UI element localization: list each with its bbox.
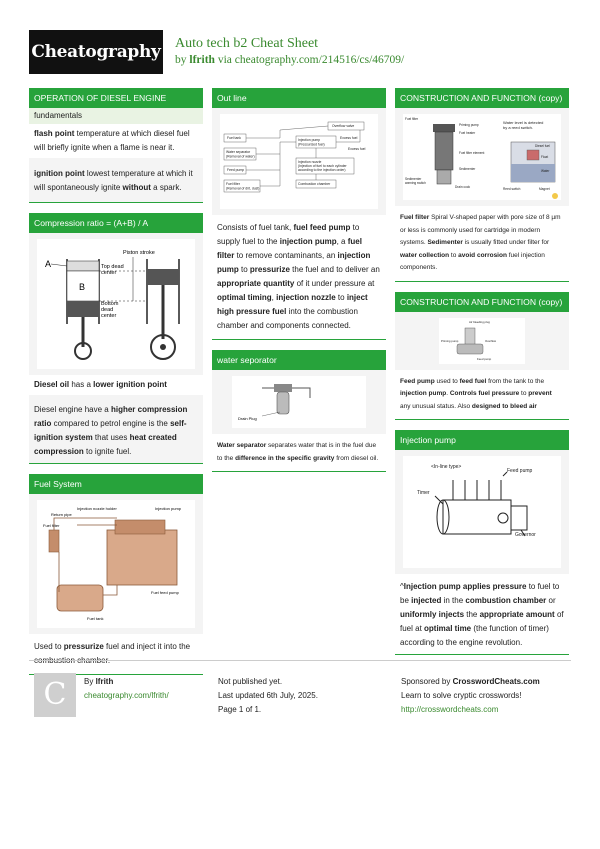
column-3	[395, 88, 569, 655]
section-construction-feed-pump	[395, 292, 569, 421]
label-overflow-valve: Overflow valve	[332, 124, 355, 128]
label-drain-plug: Drain Plug	[238, 416, 257, 421]
not-published-text: Not published yet.	[218, 677, 283, 686]
footer-publish-info	[218, 675, 318, 717]
flash-point-text: flash point temperature at which diesel fuel will briefly ignite when a flame is near it.	[34, 129, 190, 152]
section-title: CONSTRUCTION AND FUNCTION (copy)	[395, 88, 569, 108]
label-priming-pump: Priming pump	[441, 338, 459, 343]
label-feed-pump: Feed pump	[477, 356, 492, 361]
page-footer	[29, 660, 571, 728]
label-bdc-1: Bottom	[101, 301, 119, 307]
sponsor-name-link[interactable]: CrosswordCheats.com	[452, 677, 540, 686]
diesel-compression-text: Diesel engine have a higher compression ratio compared to petrol engine is the self-ignition system that uses heat created compression to ignite fuel.	[29, 395, 203, 463]
column-1	[29, 88, 203, 675]
label-excess-fuel-b: Excess fuel	[348, 147, 366, 151]
author-avatar[interactable]: C	[34, 673, 76, 717]
section-title: Fuel System	[29, 474, 203, 494]
label-drain-cock: Drain cock	[455, 185, 471, 189]
label-priming-pump: Priming pump	[459, 123, 479, 127]
last-updated-text: Last updated 6th July, 2025.	[218, 691, 318, 700]
via-label: via	[217, 54, 232, 66]
feed-pump-diagram	[439, 318, 525, 364]
water-separator-diagram	[232, 376, 366, 428]
section-title: water seporator	[212, 350, 386, 370]
feed-pump-svg	[439, 318, 509, 364]
label-return-pipe: Return pipe	[51, 512, 72, 517]
label-fuel-heater: Fuel heater	[459, 131, 476, 135]
water-separator-svg	[232, 376, 350, 428]
label-fuel-filter: Fuel filter	[43, 523, 60, 528]
label-timer: Timer	[417, 490, 430, 496]
sponsor-tagline: Learn to solve cryptic crosswords!	[401, 691, 522, 700]
footer-author-name[interactable]: lfrith	[95, 677, 114, 686]
section-outline	[212, 88, 386, 340]
compression-ratio-diagram	[37, 239, 195, 369]
section-construction-filter	[395, 88, 569, 282]
cheatography-logo[interactable]: Cheatography	[29, 30, 163, 74]
label-fuel-filter-1: Fuel filter	[226, 182, 240, 186]
title-block	[175, 36, 404, 68]
label-bdc-3: center	[101, 313, 117, 319]
section-title: Compression ratio = (A+B) / A	[29, 213, 203, 233]
section-injection-pump	[395, 430, 569, 655]
label-b: B	[79, 282, 86, 292]
label-a: A	[45, 259, 52, 269]
footer-by-label: By	[84, 677, 96, 686]
label-tdc-2: center	[101, 270, 117, 276]
label-bdc-2: dead	[101, 307, 114, 313]
section-compression-ratio	[29, 213, 203, 464]
sheet-url-link[interactable]: cheatography.com/214516/cs/46709/	[234, 54, 405, 66]
section-subtitle: fundamentals	[29, 108, 203, 124]
label-injection-pump-1: Injection pump	[298, 138, 321, 142]
column-2	[212, 88, 386, 472]
footer-author	[84, 675, 169, 703]
label-air-bleeding: Air bleeding plug	[469, 319, 490, 324]
page-header	[29, 30, 571, 74]
label-overflow: Overflow	[485, 338, 497, 343]
page-number: Page 1 of 1.	[218, 705, 262, 714]
label-injection-nozzle-2: (Injection of fuel to each cylinder	[298, 164, 347, 168]
label-float: Float	[541, 155, 549, 159]
outline-text: Consists of fuel tank, fuel feed pump to supply fuel to the injection pump, a fuel filter to remove contaminants, an injection pump to pressurize the fuel and to deliver an appropriate quantity of it under pressure at optimal timing, injection nozzle to inject high pressure fuel into the combustion chamber and components connected.	[217, 223, 380, 330]
injection-pump-diagram	[403, 456, 561, 568]
label-injection-nozzle-holder: Injection nozzle holder	[77, 506, 117, 511]
injection-pump-svg	[403, 456, 561, 568]
sponsored-label: Sponsored by	[401, 677, 453, 686]
label-diesel-fuel: Diesel fuel	[535, 144, 550, 148]
label-fuel-tank: Fuel tank	[87, 616, 104, 621]
section-title: OPERATION OF DIESEL ENGINE	[29, 88, 203, 108]
label-governor: Governor	[515, 532, 536, 538]
label-water-detect-2: by a reed switch.	[503, 125, 534, 130]
fuel-flow-outline-diagram	[220, 114, 378, 209]
section-fuel-system	[29, 474, 203, 675]
fuel-filter-diagram	[403, 114, 561, 200]
footer-sponsor	[401, 675, 540, 717]
label-fuel-filter-2: (Removal of dirt, dust)	[226, 186, 260, 191]
footer-author-link[interactable]: cheatography.com/lfrith/	[84, 691, 169, 700]
feed-pump-text: Feed pump used to feed fuel from the tank to the injection pump. Controls fuel pressure to prevent any unusual status. Also designed to bleed air	[400, 377, 552, 410]
sponsor-url-link[interactable]: http://crosswordcheats.com	[401, 705, 499, 714]
sheet-title: Auto tech b2 Cheat Sheet	[175, 36, 319, 51]
label-combustion-chamber: Combustion chamber	[298, 182, 331, 186]
fuel-filter-svg	[403, 114, 561, 200]
label-water-separator-1: Water separator	[226, 150, 251, 154]
label-magnet: Magnet	[539, 187, 550, 191]
label-inline-type: <In-line type>	[431, 464, 462, 470]
label-fuel-filter: Fuel filter	[405, 117, 419, 121]
section-title: Injection pump	[395, 430, 569, 450]
label-excess-fuel-a: Excess fuel	[340, 136, 358, 140]
label-injection-nozzle-3: according to the injection order)	[298, 168, 346, 172]
by-label: by	[175, 54, 187, 66]
fuel-system-svg	[37, 500, 195, 628]
label-piston-stroke: Piston stroke	[123, 250, 155, 256]
author-link[interactable]: lfrith	[189, 54, 215, 66]
label-fuel-filter-element: Fuel filter element	[459, 151, 485, 155]
injection-pump-text: ^Injection pump applies pressure to fuel to be injected in the combustion chamber or uniformly injects the appropriate amount of fuel at optimal time (the function of timer) according to the engine revolution.	[400, 582, 564, 647]
section-water-separator	[212, 350, 386, 472]
water-separator-text: Water separator separates water that is in the fuel due to the difference in the specific gravity from diesel oil.	[217, 442, 379, 462]
label-fuel-tank: Fuel tank	[227, 136, 241, 140]
label-injection-nozzle-1: Injection nozzle	[298, 160, 322, 164]
fuel-filter-text: Fuel filter Spiral V-shaped paper with pore size of 8 µm or less is commonly used for cartridge in modern systems. Sedimenter is usually fitted under filter for water collection to avoid corrosion fuel injection components.	[400, 214, 561, 271]
label-water-detect-1: Water level is detected	[503, 120, 544, 125]
outline-svg	[220, 114, 378, 209]
label-water-separator-2: (Removal of water)	[226, 154, 255, 159]
diesel-oil-text: Diesel oil has a lower ignition point	[34, 380, 167, 389]
label-water: Water	[541, 169, 550, 173]
piston-diagram-svg	[37, 239, 195, 369]
label-reed-switch: Reed switch	[503, 187, 521, 191]
label-fuel-feed-pump: Fuel feed pump	[151, 590, 179, 595]
ignition-point-text: ignition point lowest temperature at which it will spontaneously ignite without a spark.	[29, 158, 203, 202]
section-operation-diesel	[29, 88, 203, 203]
fuel-system-diagram	[37, 500, 195, 628]
label-injection-pump-2: (Pressurized fuel)	[298, 142, 325, 147]
label-sedimenter: Sedimenter	[459, 167, 476, 171]
label-feed-pump: Feed pump	[507, 468, 533, 474]
fuel-system-text: Used to pressurize fuel and inject it into the combustion chamber.	[34, 642, 191, 665]
label-sedimenter-warning-2: warning switch	[405, 181, 426, 185]
label-tdc-1: Top dead	[101, 264, 124, 270]
section-title: CONSTRUCTION AND FUNCTION (copy)	[395, 292, 569, 312]
label-injection-pump: Injection pump	[155, 506, 182, 511]
section-title: Out line	[212, 88, 386, 108]
label-feed-pump: Feed pump	[227, 168, 245, 172]
byline	[175, 52, 404, 68]
label-sedimenter-warning-1: Sedimenter	[405, 177, 422, 181]
